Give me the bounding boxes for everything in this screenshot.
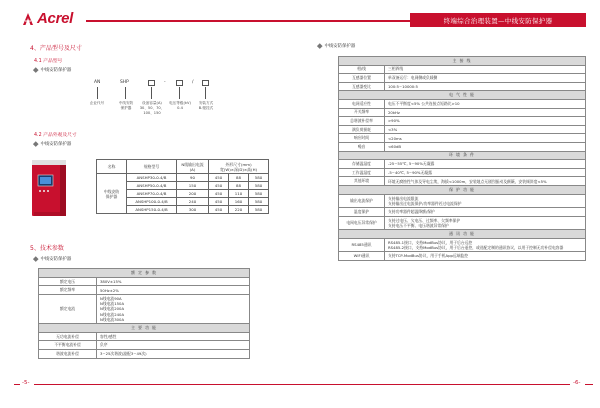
- bullet-text: 中线安防保护器: [324, 44, 356, 49]
- size-h-current: N线输出电流 (A): [177, 160, 209, 174]
- rt-head-protection: 保 护 功 能: [339, 185, 586, 194]
- rt-value: 支持功率器件超温降额/保护: [385, 207, 586, 216]
- tech-value: 50Hz±2%: [97, 286, 250, 295]
- code-prefix: AN: [94, 80, 101, 85]
- header-banner: 终端综合治理装置—中线安防保护器: [410, 13, 586, 27]
- size-model: ANSHP70-0.4/B: [127, 190, 177, 198]
- rt-value: -5~40℃, 5~90%无凝露: [385, 168, 586, 177]
- rt-value: 100:5~10000:5: [385, 82, 586, 91]
- size-w: 450: [209, 198, 229, 206]
- size-table: [96, 159, 269, 214]
- size-d: 88: [229, 182, 249, 190]
- rt-key: 噪音: [339, 142, 385, 151]
- rt-value: 支持TCP-ModBus协议，用于手机App远端监控: [385, 251, 586, 260]
- device-image: [30, 160, 68, 216]
- bullet-zx-2: [34, 141, 71, 147]
- tech-value: N线电流90A N线电流150A N线电流200A N线电流240A N线电流300A: [97, 295, 250, 324]
- size-current: 150: [177, 182, 209, 190]
- diamond-bullet-icon: [33, 257, 38, 262]
- tech-key: 额定频率: [39, 286, 97, 295]
- code-label-capacity: 设备容量(A) 30、50、70、 100、150: [139, 101, 165, 115]
- footer-rule-left: [34, 384, 300, 385]
- size-current: 200: [177, 190, 209, 198]
- bullet-text: 中线安防保护器: [40, 257, 72, 262]
- section-5-title: 5、技术参数: [30, 245, 64, 252]
- section-4-title: 4、产品型号及尺寸: [30, 45, 82, 52]
- code-box-mount: [202, 80, 209, 86]
- rt-head-electrical: 电 气 性 能: [339, 91, 586, 100]
- size-product-name: 中线安防 保护器: [97, 174, 127, 214]
- rt-key: 开关频率: [339, 108, 385, 117]
- code-box-voltage: [176, 80, 183, 86]
- header-rule: [86, 20, 410, 22]
- code-label-voltage: 电压等级(kV) 0.4: [169, 101, 191, 110]
- code-label-product: 中线安防 保护器: [118, 101, 134, 110]
- code-dash-1: -: [164, 80, 166, 85]
- acrel-logo-icon: [22, 12, 34, 26]
- rt-value: 单双备运行：电网侧或负载侧: [385, 74, 586, 83]
- size-h-name: 名称: [97, 160, 127, 174]
- footer-rule-right: [300, 384, 570, 385]
- tech-head-functions: 主 要 功 能: [39, 324, 250, 333]
- bullet-zx-3: [34, 256, 71, 262]
- size-model: ANSHP100-0.4/B: [127, 198, 177, 206]
- tech-key: 谐波电流补偿: [39, 350, 97, 359]
- code-label-mount: 安装方式 B-壁挂式: [198, 101, 214, 110]
- size-w: 450: [209, 174, 229, 182]
- rt-key: 电网电压异常保护: [339, 216, 385, 229]
- size-d: 160: [229, 198, 249, 206]
- tech-value: 3~25次谐波(滤配3~49次): [97, 350, 250, 359]
- model-code-diagram: [84, 80, 254, 125]
- rt-value: <20ms: [385, 134, 586, 143]
- rt-key: 响应时间: [339, 134, 385, 143]
- rt-key: RS485通讯: [339, 238, 385, 251]
- rt-value: 支持输出电流限流 支持输出过电流保护/功率器件若过电流保护: [385, 194, 586, 207]
- rt-value: -25~55℃, 5~90%无凝露: [385, 160, 586, 169]
- rt-value: >90%: [385, 117, 586, 126]
- rt-value: 电压不平衡度<5% 公共连接点短路比>10: [385, 99, 586, 108]
- size-w: 450: [209, 182, 229, 190]
- bullet-text: 中线安防保护器: [40, 142, 72, 147]
- bullet-zx-1: [34, 67, 71, 73]
- section-4-1-title: 4.1 产品型号: [34, 59, 63, 64]
- rt-value: 支持过电压、欠电压、过频率、欠频率保护 支持电压不平衡、电压谐波异常保护: [385, 216, 586, 229]
- brand-logo: [22, 10, 73, 27]
- size-h: 580: [249, 182, 269, 190]
- page-number-left: -5-: [22, 380, 30, 386]
- rt-value: <3%: [385, 125, 586, 134]
- tech-key: 额定电压: [39, 277, 97, 286]
- rt-key: 满负荷损耗: [339, 125, 385, 134]
- bullet-text: 中线安防保护器: [40, 68, 72, 73]
- rt-key: 电网适应性: [339, 99, 385, 108]
- rt-head-comm: 通 讯 功 能: [339, 229, 586, 238]
- rt-value: <60dB: [385, 142, 586, 151]
- diamond-bullet-icon: [33, 68, 38, 73]
- size-model: ANSHP50-0.4/B: [127, 182, 177, 190]
- size-model: ANSHP30-0.4/B: [127, 174, 177, 182]
- rt-key: WIFI通讯: [339, 251, 385, 260]
- tech-key: 不平衡电流补偿: [39, 341, 97, 350]
- tech-key: 无功电流补偿: [39, 332, 97, 341]
- size-w: 450: [209, 190, 229, 198]
- tech-key: 额定电流: [39, 295, 97, 324]
- size-d: 110: [229, 190, 249, 198]
- rt-head-env: 环 境 条 件: [339, 151, 586, 160]
- size-h: 580: [249, 206, 269, 214]
- rt-value: RS485-1接口，支持ModBus协议，用于后台远控 RS485-2接口，支持ModBus协议，用于后台遥控，或选配定制的通讯协议，以用于控制无功补偿电容器: [385, 238, 586, 251]
- rt-value: 环境无腐蚀性气体及导电尘埃，海拔<1000m，安装地点无剧烈振动及颠簸，安装倾斜度<5%: [385, 177, 586, 186]
- rt-key: 相/线: [339, 65, 385, 74]
- page-number-right: -6-: [573, 380, 581, 386]
- rt-key: 存储温湿度: [339, 160, 385, 169]
- bullet-zx-right: [318, 43, 355, 49]
- tech-value: 容性/感性: [97, 332, 250, 341]
- code-box-capacity: [148, 80, 155, 86]
- rt-key: 其他环境: [339, 177, 385, 186]
- code-label-company: 企业代号: [89, 101, 105, 105]
- tech-value: 380V±15%: [97, 277, 250, 286]
- right-param-table: [338, 56, 586, 261]
- size-h-model: 规格型号: [127, 160, 177, 174]
- diamond-bullet-icon: [317, 44, 322, 49]
- tech-head-rated: 额 定 参 数: [39, 269, 250, 278]
- rt-key: 工作温湿度: [339, 168, 385, 177]
- size-current: 90: [177, 174, 209, 182]
- code-slash: /: [192, 80, 194, 85]
- rt-value: 三相四线: [385, 65, 586, 74]
- tech-value: 负序: [97, 341, 250, 350]
- size-h: 580: [249, 174, 269, 182]
- rt-key: 互感器位置: [339, 74, 385, 83]
- rt-head-main: 主 接 线: [339, 57, 586, 66]
- rt-value: 20kHz: [385, 108, 586, 117]
- size-h-dim: 外形尺寸(mm) 宽(W)×深(D)×高(H): [209, 160, 269, 174]
- size-d: 88: [229, 174, 249, 182]
- size-current: 240: [177, 198, 209, 206]
- size-model: ANSHP150-0.4/B: [127, 206, 177, 214]
- size-h: 580: [249, 190, 269, 198]
- rt-key: 总谐波补偿率: [339, 117, 385, 126]
- brand-name: Acrel: [37, 10, 74, 27]
- diamond-bullet-icon: [33, 142, 38, 147]
- rt-key: 温度保护: [339, 207, 385, 216]
- size-h: 580: [249, 198, 269, 206]
- size-d: 220: [229, 206, 249, 214]
- tech-param-table: [38, 268, 250, 359]
- rt-key: 互感器变比: [339, 82, 385, 91]
- section-4-2-title: 4.2 产品外观及尺寸: [34, 133, 77, 138]
- rt-key: 输出电流保护: [339, 194, 385, 207]
- size-w: 450: [209, 206, 229, 214]
- size-current: 300: [177, 206, 209, 214]
- code-series: SHP: [120, 80, 129, 85]
